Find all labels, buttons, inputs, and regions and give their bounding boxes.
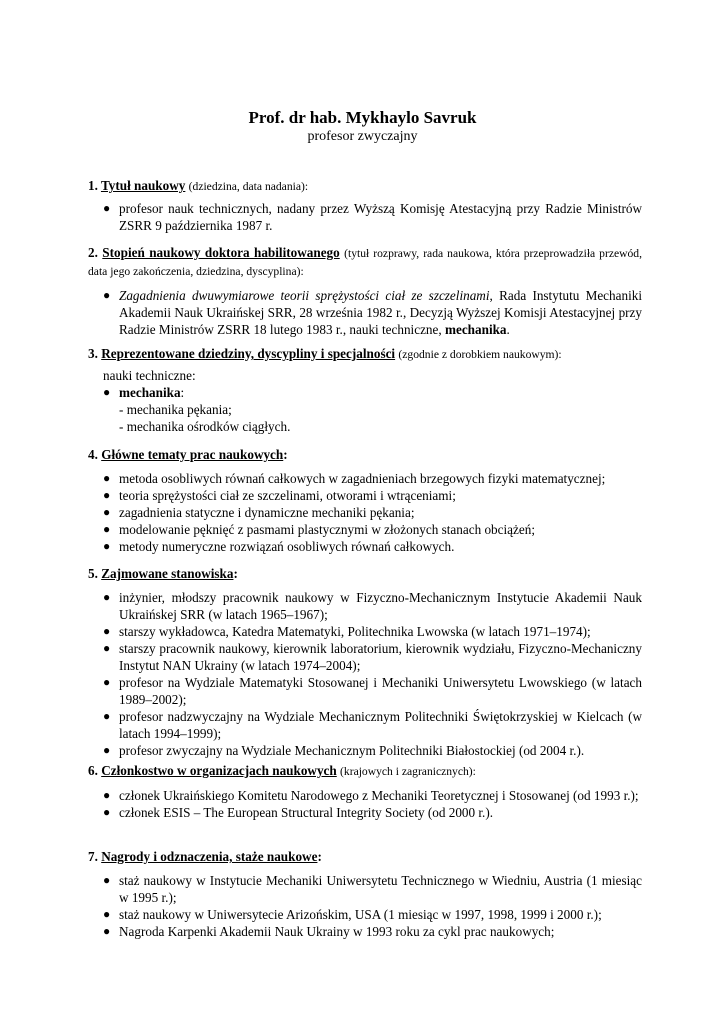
list-item: ● teoria sprężystości ciał ze szczelinami, otworami i wtrąceniami; — [103, 488, 456, 503]
bullet-icon: ● — [103, 743, 111, 757]
bullet-icon: ● — [103, 788, 111, 802]
section-heading: 6. Członkostwo w organizacjach naukowych (krajowych i zagranicznych): — [88, 763, 476, 778]
section-habilitation — [88, 244, 642, 338]
list-item: ● profesor na Wydziale Matematyki Stosowanej i Mechaniki Uniwersytetu Lwowskiego (w latach 1989–2002); — [103, 675, 642, 707]
bullet-icon: ● — [103, 488, 111, 502]
bullet-icon: ● — [103, 471, 111, 485]
section-heading: 3. Reprezentowane dziedziny, dyscypliny i specjalności (zgodnie z dorobkiem naukowym): — [88, 346, 562, 361]
bullet-icon: ● — [103, 522, 111, 536]
list-item: ● zagadnienia statyczne i dynamiczne mechaniki pękania; — [103, 505, 415, 520]
page-title: Prof. dr hab. Mykhaylo Savruk — [248, 108, 477, 127]
list-item: ● Nagroda Karpenki Akademii Nauk Ukrainy w 1993 roku za cykl prac naukowych; — [103, 924, 555, 939]
bullet-icon: ● — [103, 873, 111, 887]
list-item: ● członek Ukraińskiego Komitetu Narodowego z Mechaniki Teoretycznej i Stosowanej (od 1993 r.); — [103, 788, 639, 803]
list-item: ● starszy wykładowca, Katedra Matematyki, Politechnika Lwowska (w latach 1971–1974); — [103, 624, 591, 639]
list-item: ● metody numeryczne rozwiązań osobliwych równań całkowych. — [103, 539, 455, 554]
bullet-icon: ● — [103, 505, 111, 519]
section-memberships — [88, 762, 642, 821]
list-item: ● metoda osobliwych równań całkowych w zagadnieniach brzegowych fizyki matematycznej; — [103, 471, 606, 486]
bullet-icon: ● — [103, 805, 111, 819]
list-item: ● starszy pracownik naukowy, kierownik laboratorium, kierownik wydziału, Fizyczno-Mechaniczny Instytut NAN Ukrainy (w latach 1974–2004); — [103, 641, 642, 673]
list-item: ● staż naukowy w Uniwersytecie Arizońskim, USA (1 miesiąc w 1997, 1998, 1999 i 2000 r.); — [103, 907, 602, 922]
bullet-icon: ● — [103, 385, 111, 399]
list-item: ● inżynier, młodszy pracownik naukowy w Fizyczno-Mechanicznym Instytucie Akademii Nauk Ukraińskej SRR (w latach 1965–1967); — [103, 590, 642, 622]
domain-label: nauki techniczne: — [103, 368, 196, 383]
bullet-icon: ● — [103, 539, 111, 553]
section-heading: 7. Nagrody i odznaczenia, staże naukowe: — [88, 849, 322, 864]
discipline-item: ● mechanika: — [103, 385, 185, 400]
dissertation-title: Zagadnienia dwuwymiarowe teorii sprężystości ciał ze szczelinami — [119, 288, 490, 303]
bullet-icon: ● — [103, 624, 111, 638]
section-heading: 2. Stopień naukowy doktora habilitowanego (tytuł rozprawy, rada naukowa, która przeprowadziła przewód, data jego zakończenia, dziedzina, dyscyplina): — [88, 245, 642, 278]
bullet-icon: ● — [103, 201, 111, 215]
section-heading: 4. Główne tematy prac naukowych: — [88, 447, 288, 462]
specialty-item: - mechanika pękania; — [119, 402, 232, 417]
bullet-list — [88, 287, 642, 338]
bullet-list — [88, 200, 642, 234]
section-heading: 5. Zajmowane stanowiska: — [88, 566, 238, 581]
bullet-icon: ● — [103, 907, 111, 921]
list-item: ● profesor zwyczajny na Wydziale Mechanicznym Politechniki Białostockiej (od 2004 r.). — [103, 743, 585, 758]
bullet-icon: ● — [103, 590, 111, 604]
academic-position: profesor zwyczajny — [307, 129, 418, 144]
bullet-icon: ● — [103, 924, 111, 938]
list-item: ● modelowanie pęknięć z pasmami plastycznymi w złożonych stanach obciążeń; — [103, 522, 535, 537]
bullet-icon: ● — [103, 288, 111, 302]
section-research-topics — [88, 446, 642, 555]
bullet-icon: ● — [103, 675, 111, 689]
list-item: ● staż naukowy w Instytucie Mechaniki Uniwersytetu Technicznego w Wiedniu, Austria (1 miesiąc w 1995 r.); — [103, 873, 642, 905]
list-item: ● profesor nadzwyczajny na Wydziale Mechanicznym Politechniki Świętokrzyskiej w Kielcach (w latach 1994–1999); — [103, 709, 642, 741]
section-fields — [88, 345, 642, 435]
bullet-list — [88, 589, 642, 759]
bullet-list — [88, 872, 642, 940]
list-item: ● profesor nauk technicznych, nadany przez Wyższą Komisję Atestacyjną przy Radzie Ministrów ZSRR 9 października 1987 r. — [103, 201, 642, 233]
bullet-list — [88, 470, 642, 555]
list-item: ● członek ESIS – The European Structural Integrity Society (od 2000 r.). — [103, 805, 494, 820]
specialty-item: - mechanika ośrodków ciągłych. — [119, 419, 291, 434]
bullet-icon: ● — [103, 641, 111, 655]
bullet-list — [88, 787, 642, 821]
section-awards — [88, 848, 642, 940]
section-academic-title — [88, 177, 642, 234]
list-item: ● Zagadnienia dwuwymiarowe teorii sprężystości ciał ze szczelinami, Rada Instytutu Mechaniki Akademii Nauk Ukraińskej SRR, 28 września 1982 r., Decyzją Wyższej Komisji Atestacyjnej przy Radzie Ministrów ZSRR 18 lutego 1983 r., nauki techniczne, mechanika. — [103, 288, 643, 337]
section-heading: 1. Tytuł naukowy (dziedzina, data nadania): — [88, 178, 309, 193]
section-positions — [88, 565, 642, 759]
bullet-icon: ● — [103, 709, 111, 723]
